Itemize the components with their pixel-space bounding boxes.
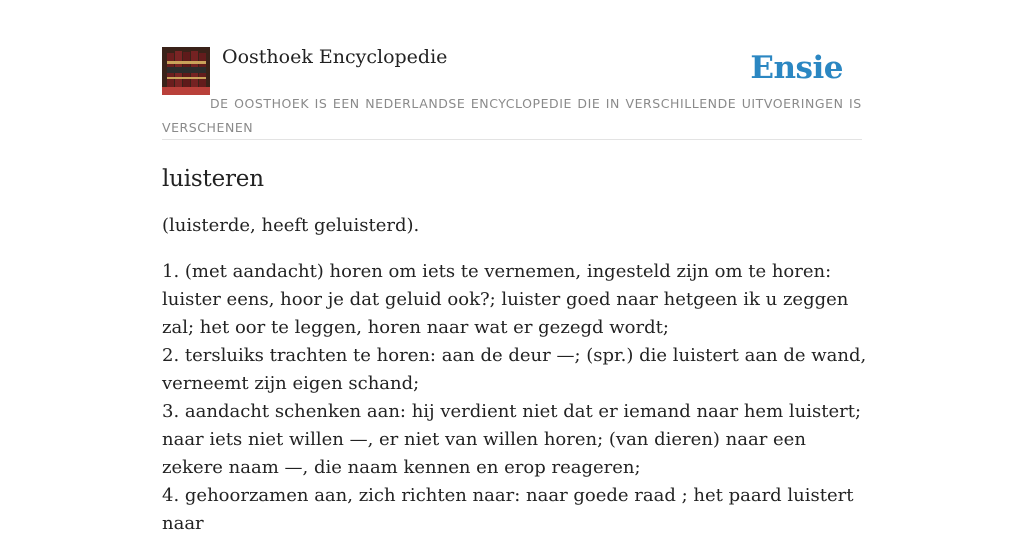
definition-item: 3. aandacht schenken aan: hij verdient niet dat er iemand naar hem luistert; naar iets niet willen —, er niet van willen horen; (van dieren) naar een zekere naam —, die naam kennen en erop reageren; — [162, 401, 862, 478]
definition-item: 4. gehoorzamen aan, zich richten naar: naar goede raad ; het paard luistert naar — [162, 485, 854, 534]
header-divider — [162, 139, 862, 140]
entry-content — [162, 160, 867, 538]
definition-item: 2. tersluiks trachten te horen: aan de deur —; (spr.) die luistert aan de wand, verneemt zijn eigen schand; — [162, 345, 867, 394]
entry-grammar: (luisterde, heeft geluisterd). — [162, 215, 420, 236]
definition-item: 1. (met aandacht) horen om iets te vernemen, ingesteld zijn om te horen: luister eens, hoor je dat geluid ook?; luister goed naar hetgeen ik u zeggen zal; het oor te leggen, horen naar wat er gezegd wordt; — [162, 261, 849, 338]
entry-title: luisteren — [162, 166, 264, 192]
encyclopedia-books-icon[interactable] — [162, 47, 210, 95]
site-tagline: DE OOSTHOEK IS EEN NEDERLANDSE ENCYCLOPEDIE DIE IN VERSCHILLENDE UITVOERINGEN IS VERSCHENEN — [162, 96, 862, 135]
definition-list — [162, 258, 867, 538]
site-header — [162, 44, 862, 140]
site-title[interactable]: Oosthoek Encyclopedie — [222, 46, 448, 68]
ensie-logo[interactable]: Ensie — [750, 50, 843, 86]
